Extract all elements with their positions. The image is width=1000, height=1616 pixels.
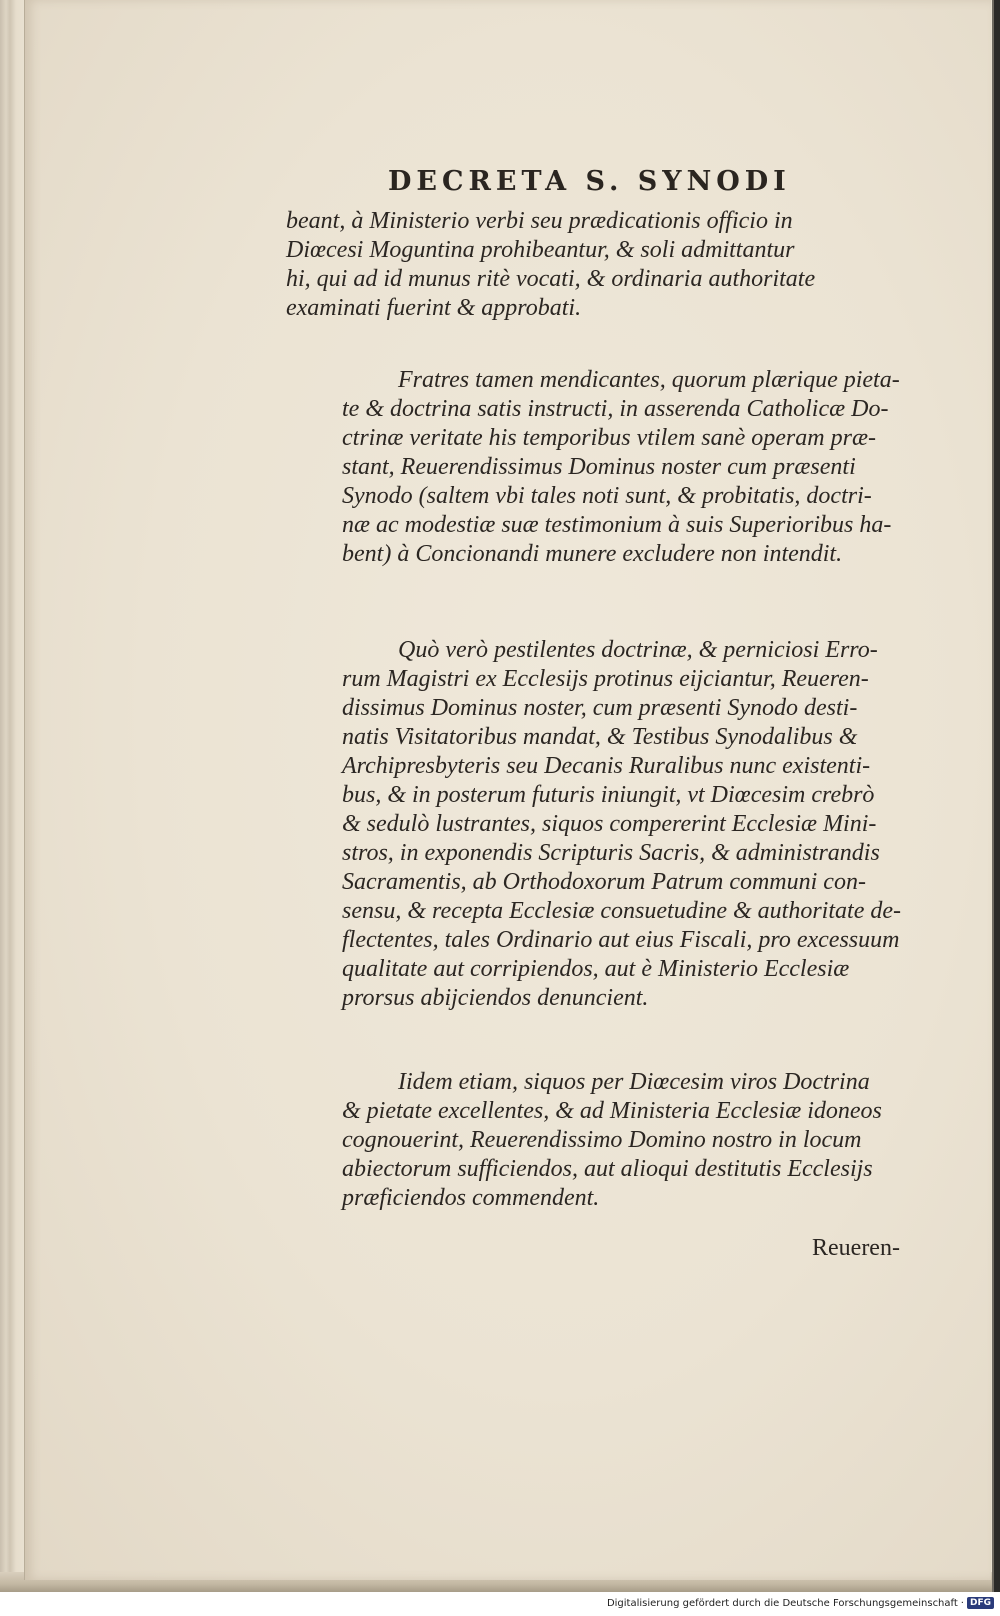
text-line: qualitate aut corripiendos, aut è Ministerio Ecclesiæ <box>342 956 850 982</box>
text-line: stant, Reuerendissimus Dominus noster cum præsenti <box>342 454 856 480</box>
dfg-logo: DFG <box>967 1597 994 1609</box>
text-line: cognouerint, Reuerendissimo Domino nostro in locum <box>342 1127 862 1153</box>
text-line: & sedulò lustrantes, siquos compererint Ecclesiæ Mini- <box>342 811 877 837</box>
text-line: bent) à Concionandi munere excludere non intendit. <box>342 541 843 567</box>
text-line: hi, qui ad id munus ritè vocati, & ordinaria authoritate <box>286 266 816 292</box>
paragraph-4 <box>286 1068 910 1213</box>
text-line: examinati fuerint & approbati. <box>286 295 582 321</box>
text-line: dissimus Dominus noster, cum præsenti Synodo desti- <box>342 695 858 721</box>
text-line: ctrinæ veritate his temporibus vtilem sanè operam præ- <box>342 425 876 451</box>
catchword: Reueren- <box>812 1235 900 1261</box>
text-line: & pietate excellentes, & ad Ministeria Ecclesiæ idoneos <box>342 1098 882 1124</box>
paragraph-2 <box>286 366 910 569</box>
text-line: natis Visitatoribus mandat, & Testibus Synodalibus & <box>342 724 858 750</box>
text-line: flectentes, tales Ordinario aut eius Fiscali, pro excessuum <box>342 927 900 953</box>
text-line: rum Magistri ex Ecclesijs protinus eijciantur, Reueren- <box>342 666 869 692</box>
digitization-footer: Digitalisierung gefördert durch die Deutsche Forschungsgemeinschaft · DFG <box>607 1597 994 1609</box>
running-header: DECRETA S. SYNODI <box>388 166 791 197</box>
text-line: Fratres tamen mendicantes, quorum plærique pieta- <box>398 367 900 393</box>
text-line: sensu, & recepta Ecclesiæ consuetudine & authoritate de- <box>342 898 901 924</box>
text-line: Iidem etiam, siquos per Diœcesim viros Doctrina <box>398 1069 870 1095</box>
paragraph-3 <box>286 636 910 1013</box>
paragraph-1 <box>286 207 910 323</box>
text-line: abiectorum sufficiendos, aut alioqui destitutis Ecclesijs <box>342 1156 873 1182</box>
text-line: Quò verò pestilentes doctrinæ, & perniciosi Erro- <box>398 637 878 663</box>
text-line: stros, in exponendis Scripturis Sacris, & administrandis <box>342 840 880 866</box>
text-line: prorsus abijciendos denuncient. <box>342 985 649 1011</box>
text-line: Synodo (saltem vbi tales noti sunt, & probitatis, doctri- <box>342 483 872 509</box>
text-line: beant, à Ministerio verbi seu prædicationis officio in <box>286 208 793 234</box>
text-line: Diœcesi Moguntina prohibeantur, & soli admittantur <box>286 237 795 263</box>
text-line: bus, & in posterum futuris iniungit, vt Diœcesim crebrò <box>342 782 875 808</box>
text-line: Sacramentis, ab Orthodoxorum Patrum communi con- <box>342 869 866 895</box>
text-line: næ ac modestiæ suæ testimonium à suis Superioribus ha- <box>342 512 892 538</box>
text-line: præficiendos commendent. <box>342 1185 600 1211</box>
text-line: te & doctrina satis instructi, in asserenda Catholicæ Do- <box>342 396 889 422</box>
footer-text: Digitalisierung gefördert durch die Deutsche Forschungsgemeinschaft <box>606 1597 958 1609</box>
text-line: Archipresbyteris seu Decanis Ruralibus nunc existenti- <box>342 753 871 779</box>
